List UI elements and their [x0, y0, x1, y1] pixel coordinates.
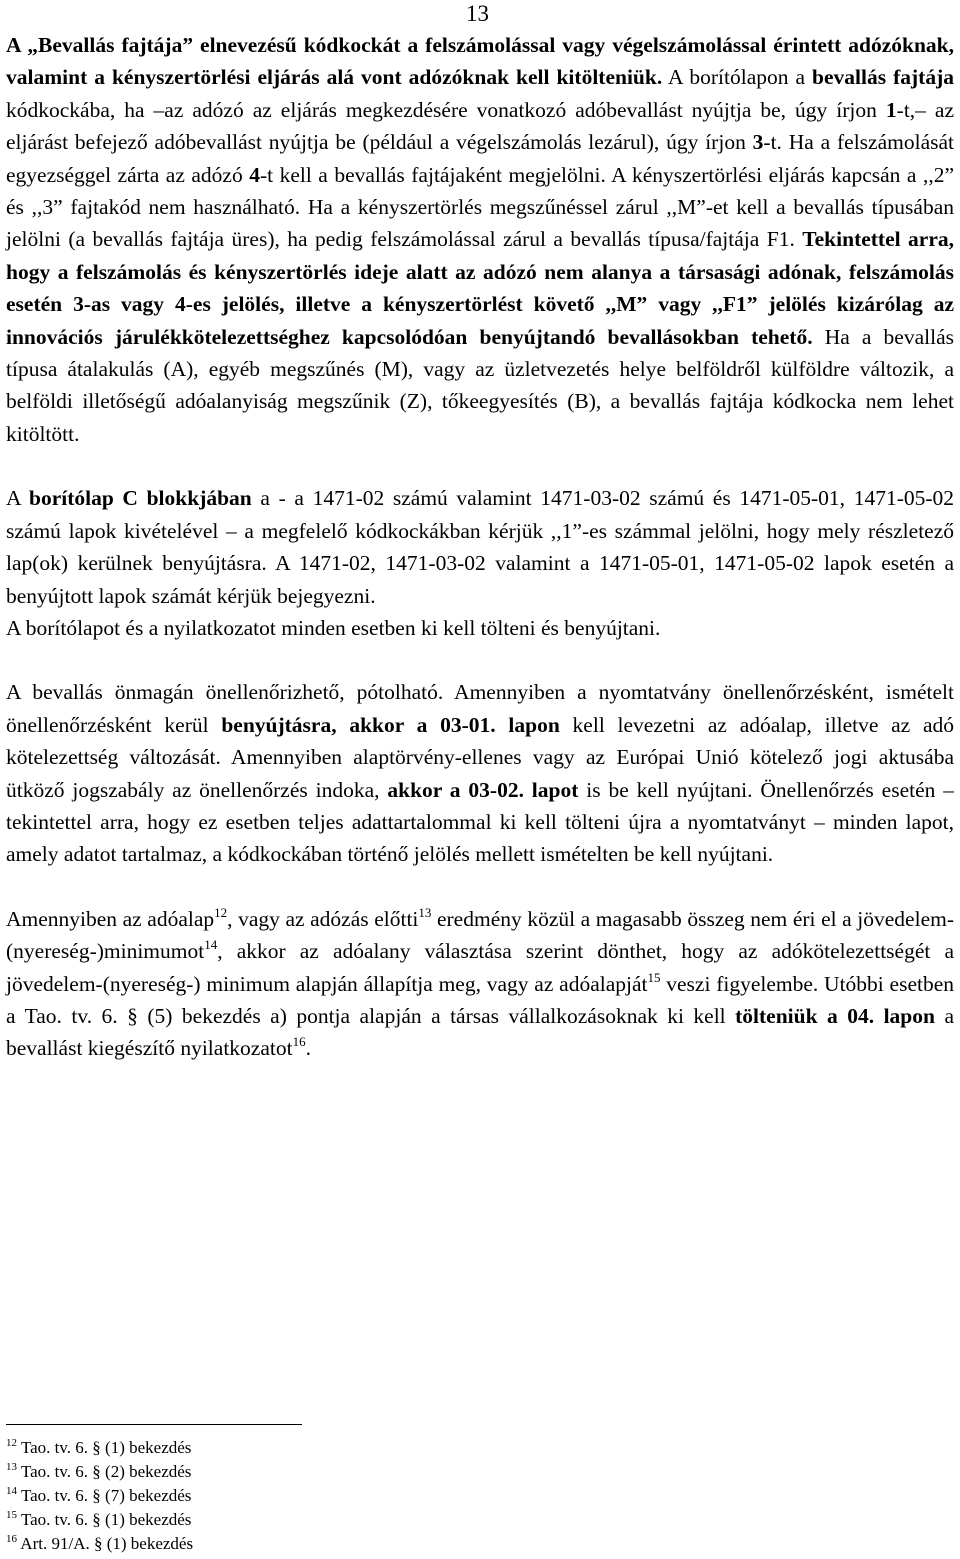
text-run: a bevallást kiegészítő nyilatkozatot	[6, 1003, 954, 1061]
footnote	[6, 1436, 193, 1460]
text-run: A	[6, 486, 29, 511]
text-run: A borítólapon a	[662, 65, 813, 90]
text-run: .	[305, 1036, 311, 1061]
bold-text: borítólap C blokkjában	[28, 486, 252, 511]
footnote-text: Tao. tv. 6. § (1) bekezdés	[17, 1510, 192, 1529]
bold-text: akkor a 03-02. lapot	[387, 777, 579, 802]
footnote-number: 13	[6, 1461, 17, 1473]
paragraph	[6, 482, 954, 612]
footnote-number: 16	[6, 1533, 17, 1545]
text-run: , akkor az adóalany választása szerint dönthet, hogy az adókötelezettségét a jövedelem-(nyereség-) minimum alapján állapítja meg, vagy az adóalapját	[6, 939, 954, 996]
text-run: A bevallás önmagán önellenőrizhető, pótolható. Amennyiben a nyomtatvány önellenőrzésként, ismételt önellenőrzésként kerül	[6, 680, 954, 737]
text-run: -t. Ha a felszámolását egyezséggel zárta az adózó	[6, 130, 955, 187]
footnote	[6, 1484, 193, 1508]
bold-text: tölteniük a 04. lapon	[735, 1003, 935, 1028]
footnote-number: 14	[6, 1485, 17, 1497]
text-run: veszi figyelembe. Utóbbi esetben a Tao. tv. 6. § (5) bekezdés a) pontja alapján a társas vállalkozásoknak ki kell	[6, 971, 955, 1028]
paragraph	[6, 29, 954, 450]
bold-text: bevallás fajtája	[812, 65, 954, 90]
footnote-ref: 15	[647, 969, 661, 985]
footnote-number: 15	[6, 1509, 17, 1521]
bold-text: benyújtásra, akkor a 03-01. lapon	[221, 712, 560, 737]
footnote-number: 12	[6, 1437, 17, 1449]
text-run: -t,– az eljárást befejező adóbevallást nyújtja be (például a végelszámolás lezárul), úgy írjon	[6, 97, 954, 155]
footnote-ref: 12	[214, 904, 228, 920]
footnotes	[6, 1436, 193, 1556]
footnote-ref: 14	[204, 937, 218, 953]
footnote	[6, 1460, 193, 1484]
footnote-text: Art. 91/A. § (1) bekezdés	[17, 1534, 194, 1553]
bold-text: A „Bevallás fajtája” elnevezésű kódkockát a felszámolással vagy végelszámolással érintett adózóknak, valamint a kényszertörlési eljárás alá vont adózóknak kell kitölteniük.	[6, 33, 954, 90]
footnote-separator	[6, 1424, 302, 1425]
bold-text: 3	[752, 130, 764, 155]
text-run: kell levezetni az adóalap, illetve az adó kötelezettség változását. Amennyiben alaptörvény-ellenes vagy az Európai Unió kötelező jogi aktusába ütköző jogszabály az önellenőrzés indoka,	[6, 712, 955, 802]
text-run: A borítólapot és a nyilatkozatot minden esetben ki kell tölteni és benyújtani.	[6, 615, 661, 640]
text-run: is be kell nyújtani. Önellenőrzés esetén – tekintettel arra, hogy ez esetben teljes adattartalommal ki kell tölteni újra a nyomtatványt – minden lapot, amely adatot tartalmaz, a kódkockában történő jelölés mellett ismételten be kell nyújtani.	[6, 777, 954, 867]
text-run: a - a 1471-02 számú valamint 1471-03-02 számú és 1471-05-01, 1471-05-02 számú lapok kivételével – a megfelelő kódkockákban kérjük ,,1”-es számmal jelölni, hogy mely részletező lap(ok) kerülnek benyújtásra. A 1471-02, 1471-03-02 valamint a 1471-05-01, 1471-05-02 lapok esetén a benyújtott lapok számát kérjük bejegyezni.	[6, 486, 955, 608]
page-number: 13	[466, 1, 489, 26]
paragraph	[6, 612, 954, 644]
footnote-text: Tao. tv. 6. § (2) bekezdés	[17, 1462, 192, 1481]
footnote-ref: 13	[418, 904, 432, 920]
footnote-text: Tao. tv. 6. § (1) bekezdés	[17, 1438, 192, 1457]
footnote	[6, 1532, 193, 1556]
paragraph	[6, 676, 954, 870]
text-run: , vagy az adózás előtti	[227, 906, 419, 931]
bold-text: Tekintettel arra, hogy a felszámolás és kényszertörlés ideje alatt az adózó nem alanya a társasági adónak, felszámolás esetén 3-as vagy 4-es jelölés, illetve a kényszertörlést követő ,,M” vagy ,,F1” jelölés kizárólag az innovációs járulékkötelezettséghez kapcsolódóan benyújtandó bevallásokban tehető.	[6, 227, 954, 349]
footnote-text: Tao. tv. 6. § (7) bekezdés	[17, 1486, 192, 1505]
text-run: Ha a bevallás típusa átalakulás (A), egyéb megszűnés (M), vagy az üzletvezetés helye belföldről külföldre változik, a belföldi illetőségű adóalanyiság megszűnik (Z), tőkeegyesítés (B), a bevallás fajtája kódkocka nem lehet kitöltött.	[6, 324, 954, 446]
footnote	[6, 1508, 193, 1532]
bold-text: 4	[249, 162, 260, 187]
body-text	[6, 29, 954, 1065]
text-run: kódkockába, ha –az adózó az eljárás megkezdésére vonatkozó adóbevallást nyújtja be, úgy írjon	[6, 97, 886, 122]
footnote-ref: 16	[292, 1034, 306, 1050]
text-run: Amennyiben az adóalap	[6, 906, 215, 931]
bold-text: 1	[885, 97, 897, 122]
text-run: -t kell a bevallás fajtájaként megjelölni. A kényszertörlési eljárás kapcsán a ,,2” és ,,3” fajtakód nem használható. Ha a kényszertörlés megszűnéssel zárul ,,M”-et kell a bevallás típusában jelölni (a bevallás fajtája üres), ha pedig felszámolással zárul a bevallás típusa/fajtája F1.	[6, 162, 954, 252]
paragraph	[6, 903, 954, 1065]
text-run: eredmény közül a magasabb összeg nem éri el a jövedelem-(nyereség-)minimumot	[6, 906, 954, 964]
